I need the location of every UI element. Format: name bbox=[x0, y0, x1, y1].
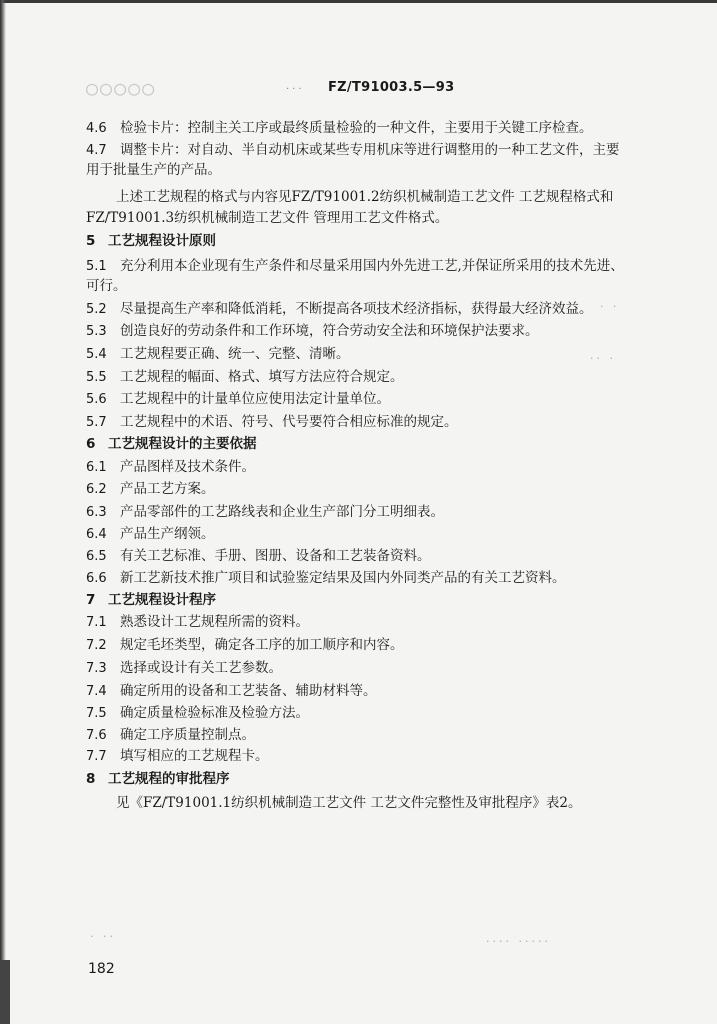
clause-7-1 bbox=[86, 612, 309, 633]
clause-text: 确定所用的设备和工艺装备、辅助材料等。 bbox=[120, 683, 377, 699]
clause-number: 5.3 bbox=[86, 324, 107, 339]
scan-edge-left bbox=[0, 0, 6, 1024]
clause-text: 新工艺新技术推广项目和试验鉴定结果及国内外同类产品的有关工艺资料。 bbox=[120, 570, 566, 586]
clause-7-4 bbox=[86, 681, 377, 702]
clause-4-7 bbox=[86, 140, 620, 161]
clause-number: 6.6 bbox=[86, 571, 107, 586]
clause-7-5 bbox=[86, 703, 309, 724]
clause-4-7-cont bbox=[86, 160, 221, 180]
section-number: 7 bbox=[86, 592, 96, 608]
clause-text: 产品生产纲领。 bbox=[120, 526, 215, 542]
clause-number: 6.3 bbox=[86, 505, 107, 520]
section-number: 6 bbox=[86, 436, 96, 452]
clause-number: 7.7 bbox=[86, 749, 107, 764]
clause-number: 7.4 bbox=[86, 684, 107, 699]
clause-text: 创造良好的劳动条件和工作环境，符合劳动安全法和环境保护法要求。 bbox=[120, 323, 539, 339]
clause-7-7 bbox=[86, 746, 269, 767]
clause-6-4 bbox=[86, 524, 215, 545]
clause-number: 7.5 bbox=[86, 706, 107, 721]
clause-text: 确定工序质量控制点。 bbox=[120, 727, 255, 743]
clause-number: 5.6 bbox=[86, 392, 107, 407]
clause-5-4 bbox=[86, 344, 350, 365]
clause-7-6 bbox=[86, 725, 255, 746]
clause-number: 5.4 bbox=[86, 347, 107, 362]
paragraph-line-2 bbox=[86, 208, 448, 228]
scan-edge-top bbox=[0, 0, 717, 3]
section-number: 8 bbox=[86, 771, 96, 787]
section-5-heading bbox=[86, 231, 216, 251]
clause-5-1-cont bbox=[86, 276, 127, 296]
section-number: 5 bbox=[86, 233, 96, 249]
clause-number: 6.1 bbox=[86, 460, 107, 475]
clause-number: 5.1 bbox=[86, 259, 107, 274]
scan-noise: · ·· bbox=[90, 930, 116, 943]
section-title: 工艺规程设计原则 bbox=[108, 233, 216, 249]
page-header bbox=[0, 76, 717, 102]
paragraph-line-1 bbox=[86, 187, 613, 207]
clause-text: 有关工艺标准、手册、图册、设备和工艺装备资料。 bbox=[120, 548, 431, 564]
clause-number: 7.6 bbox=[86, 728, 107, 743]
clause-text: 用于批量生产的产品。 bbox=[86, 162, 221, 178]
section-7-heading bbox=[86, 590, 216, 610]
clause-5-1 bbox=[86, 256, 624, 277]
clause-number: 6.4 bbox=[86, 527, 107, 542]
clause-5-7 bbox=[86, 412, 458, 433]
section-8-text bbox=[86, 793, 582, 813]
clause-7-2 bbox=[86, 635, 404, 656]
clause-text: 工艺规程中的术语、符号、代号要符合相应标准的规定。 bbox=[120, 414, 458, 430]
clause-number: 6.5 bbox=[86, 549, 107, 564]
clause-text: 熟悉设计工艺规程所需的资料。 bbox=[120, 614, 309, 630]
clause-6-5 bbox=[86, 546, 431, 567]
clause-5-5 bbox=[86, 367, 404, 388]
section-title: 工艺规程的审批程序 bbox=[108, 771, 230, 787]
section-6-heading bbox=[86, 434, 257, 454]
scan-noise: · · bbox=[600, 300, 620, 313]
clause-6-3 bbox=[86, 502, 444, 523]
scan-noise: ·· · bbox=[590, 352, 616, 365]
clause-number: 7.1 bbox=[86, 615, 107, 630]
clause-text: 调整卡片：对自动、半自动机床或某些专用机床等进行调整用的一种工艺文件，主要 bbox=[120, 142, 620, 158]
scan-noise: ···· ····· bbox=[486, 935, 551, 948]
clause-number: 5.5 bbox=[86, 370, 107, 385]
clause-6-6 bbox=[86, 568, 566, 589]
clause-5-2 bbox=[86, 299, 593, 320]
paragraph-text: FZ/T91001.3纺织机械制造工艺文件 管理用工艺文件格式。 bbox=[86, 210, 449, 226]
clause-text: 产品工艺方案。 bbox=[120, 481, 215, 497]
section-title: 工艺规程设计的主要依据 bbox=[108, 436, 257, 452]
clause-text: 填写相应的工艺规程卡。 bbox=[120, 748, 269, 764]
standard-number: FZ/T91003.5—93 bbox=[328, 80, 455, 95]
clause-6-2 bbox=[86, 479, 215, 500]
scan-edge-left-lower bbox=[0, 960, 10, 1024]
clause-text: 选择或设计有关工艺参数。 bbox=[120, 660, 282, 676]
clause-text: 工艺规程要正确、统一、完整、清晰。 bbox=[120, 346, 350, 362]
section-8-heading bbox=[86, 769, 230, 789]
clause-text: 产品零部件的工艺路线表和企业生产部门分工明细表。 bbox=[120, 504, 444, 520]
section-title: 工艺规程设计程序 bbox=[108, 592, 216, 608]
clause-number: 4.6 bbox=[86, 121, 107, 136]
paragraph-text: 上述工艺规程的格式与内容见FZ/T91001.2纺织机械制造工艺文件 工艺规程格式和 bbox=[116, 189, 614, 205]
clause-number: 7.2 bbox=[86, 638, 107, 653]
clause-text: 工艺规程的幅面、格式、填写方法应符合规定。 bbox=[120, 369, 404, 385]
clause-text: 尽量提高生产率和降低消耗，不断提高各项技术经济指标，获得最大经济效益。 bbox=[120, 301, 593, 317]
clause-5-3 bbox=[86, 321, 539, 342]
clause-number: 7.3 bbox=[86, 661, 107, 676]
clause-text: 工艺规程中的计量单位应使用法定计量单位。 bbox=[120, 391, 390, 407]
clause-4-6 bbox=[86, 118, 593, 139]
page-number: 182 bbox=[88, 961, 115, 977]
clause-text: 产品图样及技术条件。 bbox=[120, 459, 255, 475]
clause-number: 5.2 bbox=[86, 302, 107, 317]
clause-6-1 bbox=[86, 457, 255, 478]
clause-text: 充分利用本企业现有生产条件和尽量采用国内外先进工艺,并保证所采用的技术先进、 bbox=[120, 258, 624, 274]
clause-5-6 bbox=[86, 389, 390, 410]
clause-text: 可行。 bbox=[86, 278, 127, 294]
clause-text: 确定质量检验标准及检验方法。 bbox=[120, 705, 309, 721]
clause-text: 见《FZ/T91001.1纺织机械制造工艺文件 工艺文件完整性及审批程序》表2。 bbox=[116, 795, 582, 811]
clause-7-3 bbox=[86, 658, 282, 679]
clause-text: 规定毛坯类型，确定各工序的加工顺序和内容。 bbox=[120, 637, 404, 653]
clause-text: 检验卡片：控制主关工序或最终质量检验的一种文件，主要用于关键工序检查。 bbox=[120, 120, 593, 136]
clause-number: 4.7 bbox=[86, 143, 107, 158]
faded-header-mark: ○○○○○ bbox=[86, 76, 157, 100]
header-dots: ··· bbox=[286, 84, 305, 95]
clause-number: 6.2 bbox=[86, 482, 107, 497]
clause-number: 5.7 bbox=[86, 415, 107, 430]
